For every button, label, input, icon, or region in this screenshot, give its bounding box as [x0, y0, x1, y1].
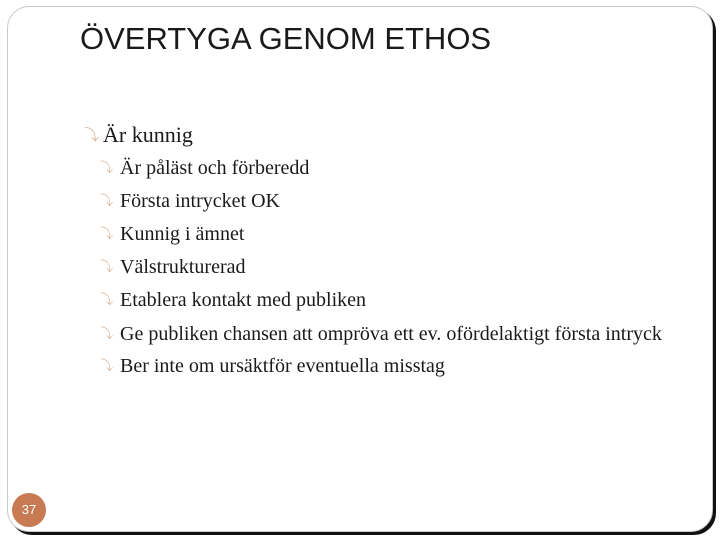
- sub-point: [100, 152, 674, 185]
- page-number-badge: [12, 493, 46, 527]
- sub-point-text: Första intrycket OK: [120, 190, 280, 212]
- sub-point-group: [84, 152, 674, 383]
- sub-point-text: Kunnig i ämnet: [120, 223, 245, 245]
- sub-point-text: Ge publiken chansen att ompröva ett ev. ofördelaktigt första intryck: [120, 323, 662, 345]
- sub-point: [100, 185, 674, 218]
- sub-point-text: Välstrukturerad: [120, 256, 246, 278]
- slide-title: ÖVERTYGA GENOM ETHOS: [80, 21, 492, 56]
- curved-arrow-bullet-icon: ⤵: [100, 293, 114, 308]
- curved-arrow-bullet-icon: ⤵: [100, 327, 114, 342]
- curved-arrow-bullet-icon: ⤵: [100, 194, 114, 209]
- sub-point: [100, 317, 674, 350]
- sub-point-text: Är påläst och förberedd: [120, 157, 310, 179]
- bullet-list: [84, 118, 674, 383]
- sub-point-list: [100, 152, 674, 383]
- sub-point-text: Ber inte om ursäktför eventuella misstag: [120, 355, 445, 377]
- sub-point: [100, 284, 674, 317]
- sub-point-text: Etablera kontakt med publiken: [120, 289, 367, 311]
- page-number: 37: [21, 502, 37, 517]
- sub-point: [100, 251, 674, 284]
- sub-point: [100, 350, 674, 383]
- main-point-text: Är kunnig: [103, 122, 193, 147]
- curved-arrow-bullet-icon: ⤵: [100, 359, 114, 374]
- curved-arrow-bullet-icon: ⤵: [84, 126, 100, 144]
- curved-arrow-bullet-icon: ⤵: [100, 161, 114, 176]
- curved-arrow-bullet-icon: ⤵: [100, 260, 114, 275]
- curved-arrow-bullet-icon: ⤵: [100, 227, 114, 242]
- main-point: [84, 118, 674, 152]
- sub-point: [100, 218, 674, 251]
